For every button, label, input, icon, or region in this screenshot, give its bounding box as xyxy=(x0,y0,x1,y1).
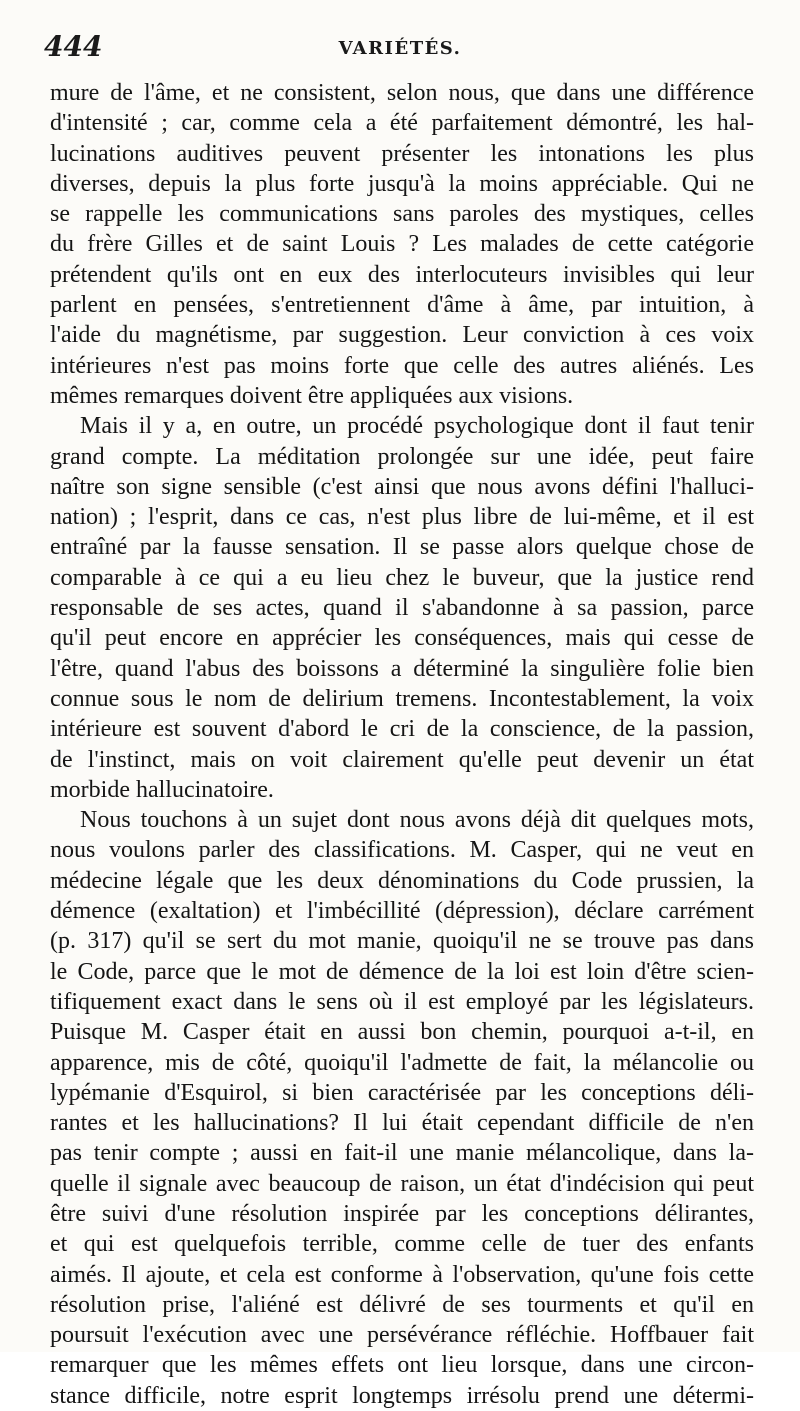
text-line: d'intensité ; car, comme cela a été parfaitement démontré, les hal- xyxy=(50,110,754,137)
text-line: (p. 317) qu'il se sert du mot manie, quoiqu'il ne se trouve pas dans xyxy=(50,928,754,955)
text-line: l'être, quand l'abus des boissons a déterminé la singulière folie bien xyxy=(50,655,754,682)
text-line: nous voulons parler des classifications. M. Casper, qui ne veut en xyxy=(50,837,754,864)
text-line: grand compte. La méditation prolongée sur une idée, peut faire xyxy=(50,443,754,470)
text-line: lypémanie d'Esquirol, si bien caractérisée par les conceptions déli- xyxy=(50,1079,754,1106)
text-line: qu'il peut encore en apprécier les conséquences, mais qui cesse de xyxy=(50,625,754,652)
running-head: VARIÉTÉS. xyxy=(338,38,462,59)
text-line: Nous touchons à un sujet dont nous avons déjà dit quelques mots, xyxy=(80,807,754,834)
body-text xyxy=(50,78,754,1411)
text-line: poursuit l'exécution avec une persévérance réfléchie. Hoffbauer fait xyxy=(50,1322,754,1349)
text-line: responsable de ses actes, quand il s'abandonne à sa passion, parce xyxy=(50,595,754,622)
text-line: intérieures n'est pas moins forte que celle des autres aliénés. Les xyxy=(50,352,754,379)
text-line: Mais il y a, en outre, un procédé psychologique dont il faut tenir xyxy=(80,413,754,440)
text-line: quelle il signale avec beaucoup de raison, un état d'indécision qui peut xyxy=(50,1170,754,1197)
text-line: et qui est quelquefois terrible, comme celle de tuer des enfants xyxy=(50,1231,754,1258)
page-number: 444 xyxy=(44,30,103,63)
text-line: du frère Gilles et de saint Louis ? Les malades de cette catégorie xyxy=(50,231,754,258)
text-line: parlent en pensées, s'entretiennent d'âme à âme, par intuition, à xyxy=(50,292,754,319)
text-line: lucinations auditives peuvent présenter les intonations les plus xyxy=(50,140,754,167)
text-line: diverses, depuis la plus forte jusqu'à la moins appréciable. Qui ne xyxy=(50,170,754,197)
text-line: comparable à ce qui a eu lieu chez le buveur, que la justice rend xyxy=(50,564,754,591)
text-line: tifiquement exact dans le sens où il est employé par les législateurs. xyxy=(50,988,754,1015)
text-line: connue sous le nom de delirium tremens. Incontestablement, la voix xyxy=(50,685,754,712)
text-line: entraîné par la fausse sensation. Il se passe alors quelque chose de xyxy=(50,534,754,561)
text-line: de l'instinct, mais on voit clairement qu'elle peut devenir un état xyxy=(50,746,754,773)
text-line: être suivi d'une résolution inspirée par les conceptions délirantes, xyxy=(50,1200,754,1227)
text-line: mêmes remarques doivent être appliquées aux visions. xyxy=(50,382,574,409)
text-line: le Code, parce que le mot de démence de la loi est loin d'être scien- xyxy=(50,958,754,985)
text-line: apparence, mis de côté, quoiqu'il l'admette de fait, la mélancolie ou xyxy=(50,1049,754,1076)
text-line: se rappelle les communications sans paroles des mystiques, celles xyxy=(50,201,754,228)
text-line: Puisque M. Casper était en aussi bon chemin, pourquoi a-t-il, en xyxy=(50,1019,754,1046)
text-line: naître son signe sensible (c'est ainsi que nous avons défini l'halluci- xyxy=(50,473,754,500)
text-line: stance difficile, notre esprit longtemps irrésolu prend une détermi- xyxy=(50,1382,754,1409)
text-line: prétendent qu'ils ont en eux des interlocuteurs invisibles qui leur xyxy=(50,261,754,288)
text-line: rantes et les hallucinations? Il lui était cependant difficile de n'en xyxy=(50,1110,754,1137)
text-line: nation) ; l'esprit, dans ce cas, n'est plus libre de lui-même, et il est xyxy=(50,504,754,531)
text-line: remarquer que les mêmes effets ont lieu lorsque, dans une circon- xyxy=(50,1352,754,1379)
text-line: résolution prise, l'aliéné est délivré de ses tourments et qu'il en xyxy=(50,1291,754,1318)
text-line: pas tenir compte ; aussi en fait-il une manie mélancolique, dans la- xyxy=(50,1140,754,1167)
text-line: médecine légale que les deux dénominations du Code prussien, la xyxy=(50,867,754,894)
text-line: intérieure est souvent d'abord le cri de la conscience, de la passion, xyxy=(50,716,754,743)
page-header xyxy=(44,30,756,70)
text-line: morbide hallucinatoire. xyxy=(50,776,274,803)
text-line: démence (exaltation) et l'imbécillité (dépression), déclare carrément xyxy=(50,898,754,925)
text-line: aimés. Il ajoute, et cela est conforme à l'observation, qu'une fois cette xyxy=(50,1261,754,1288)
text-line: mure de l'âme, et ne consistent, selon nous, que dans une différence xyxy=(50,80,754,106)
text-line: l'aide du magnétisme, par suggestion. Leur conviction à ces voix xyxy=(50,322,754,349)
